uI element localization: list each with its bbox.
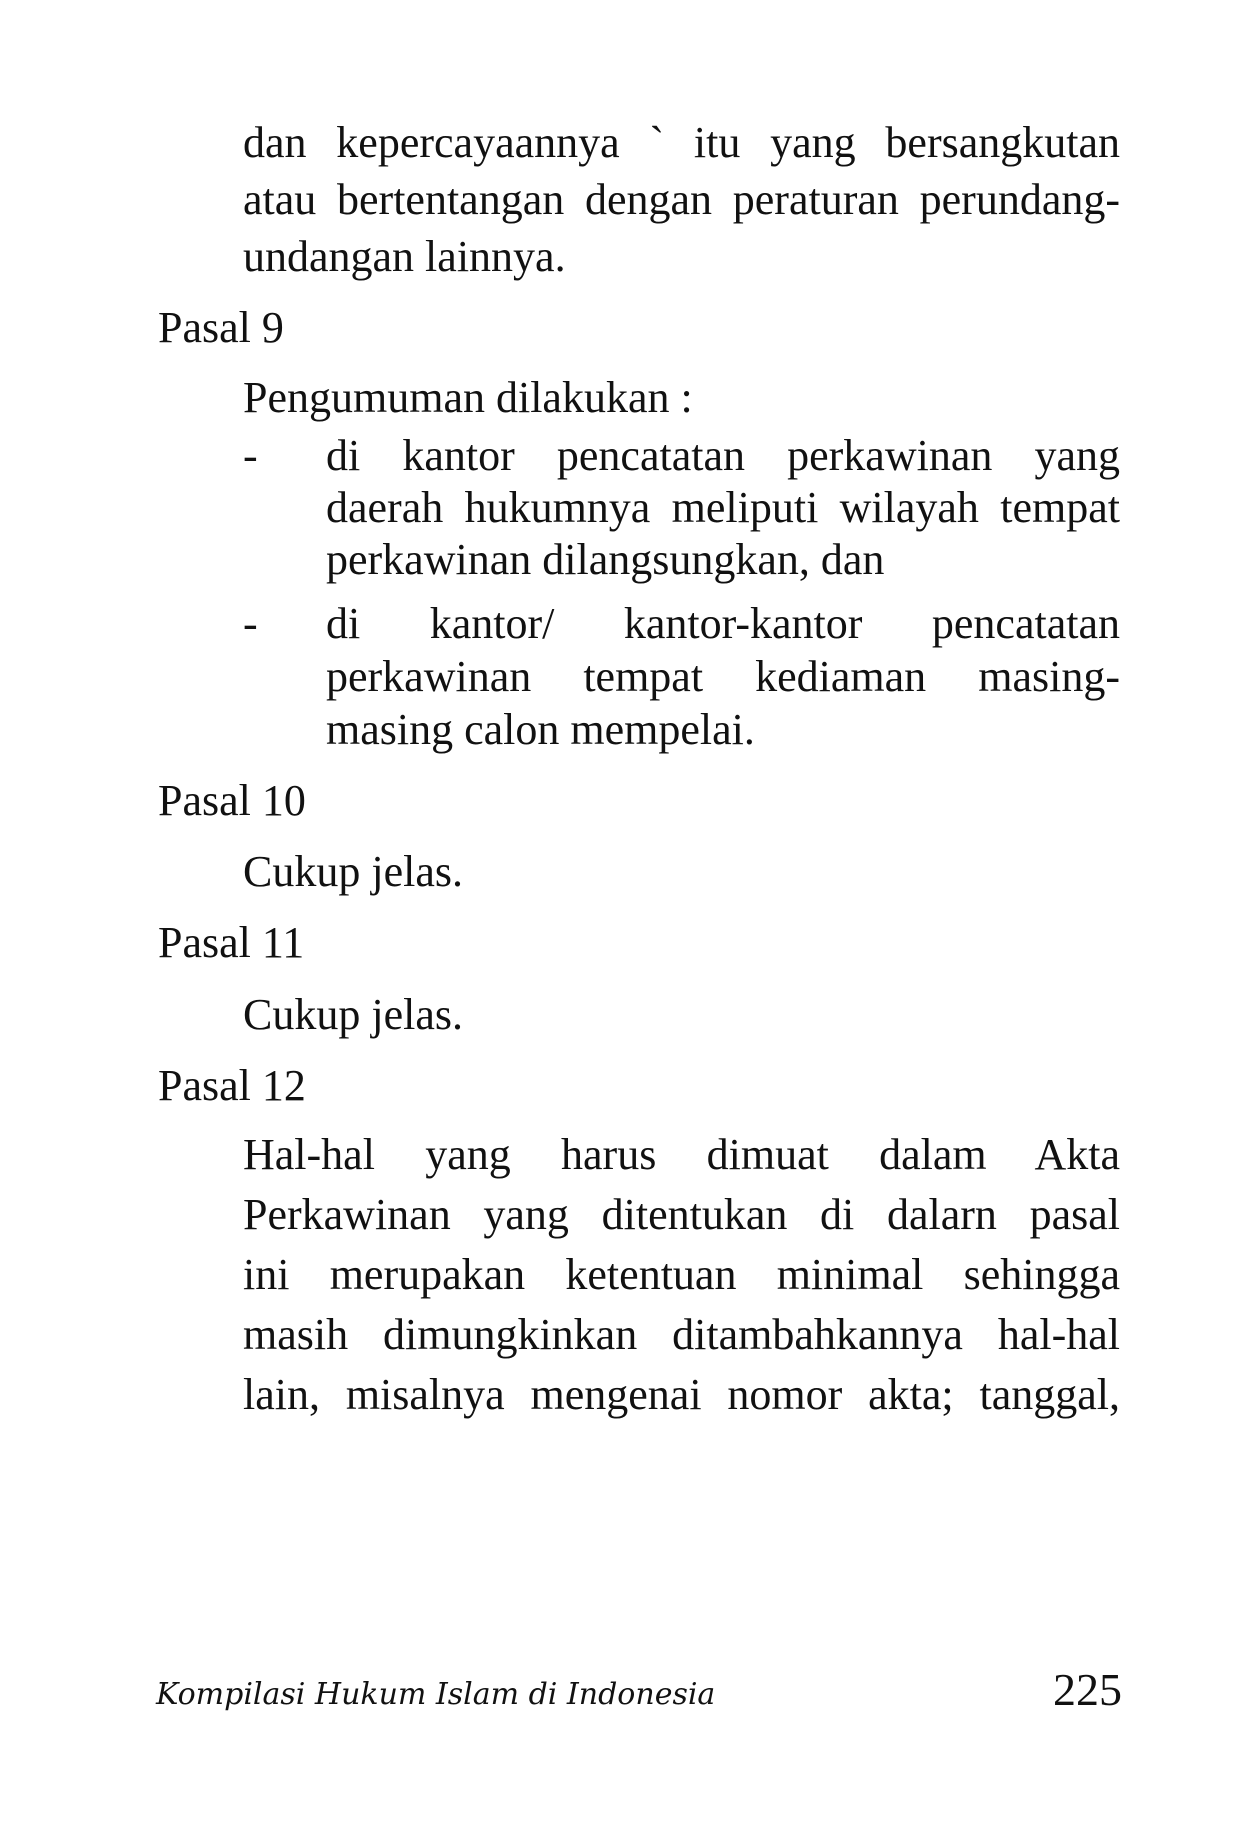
- page-number: 225: [1053, 1664, 1122, 1715]
- list-item-1-line-3: perkawinan dilangsungkan, dan: [326, 535, 885, 584]
- list-item-2-line-2: perkawinan tempat kediaman masing-: [326, 652, 1120, 701]
- list-item-2-line-1: di kantor/ kantor-kantor pencatatan: [326, 599, 1120, 648]
- intro-line-3: undangan lainnya.: [243, 232, 566, 281]
- pasal-11-heading: Pasal 11: [158, 918, 305, 967]
- pasal-12-line-2: Perkawinan yang ditentukan di dalarn pasal: [243, 1190, 1120, 1239]
- list-item-1-marker: -: [243, 431, 258, 480]
- pasal-9-heading: Pasal 9: [158, 303, 284, 352]
- list-item-2-marker: -: [243, 599, 258, 648]
- list-item-2-line-3: masing calon mempelai.: [326, 705, 755, 754]
- footer-book-title: Kompilasi Hukum Islam di Indonesia: [156, 1677, 716, 1712]
- pasal-9-lead: Pengumuman dilakukan :: [243, 373, 693, 422]
- intro-line-1: dan kepercayaannya ` itu yang bersangkutan: [243, 118, 1120, 167]
- pasal-10-text: Cukup jelas.: [243, 847, 463, 896]
- list-item-1-line-2: daerah hukumnya meliputi wilayah tempat: [326, 483, 1120, 532]
- list-item-1-line-1: di kantor pencatatan perkawinan yang: [326, 431, 1120, 480]
- pasal-12-line-4: masih dimungkinkan ditambahkannya hal-hal: [243, 1310, 1120, 1359]
- pasal-12-line-5: lain, misalnya mengenai nomor akta; tanggal,: [243, 1370, 1120, 1419]
- pasal-12-line-3: ini merupakan ketentuan minimal sehingga: [243, 1250, 1120, 1299]
- pasal-12-heading: Pasal 12: [158, 1061, 306, 1110]
- intro-line-2: atau bertentangan dengan peraturan perundang-: [243, 175, 1120, 224]
- pasal-12-line-1: Hal-hal yang harus dimuat dalam Akta: [243, 1130, 1120, 1179]
- pasal-11-text: Cukup jelas.: [243, 990, 463, 1039]
- pasal-10-heading: Pasal 10: [158, 776, 306, 825]
